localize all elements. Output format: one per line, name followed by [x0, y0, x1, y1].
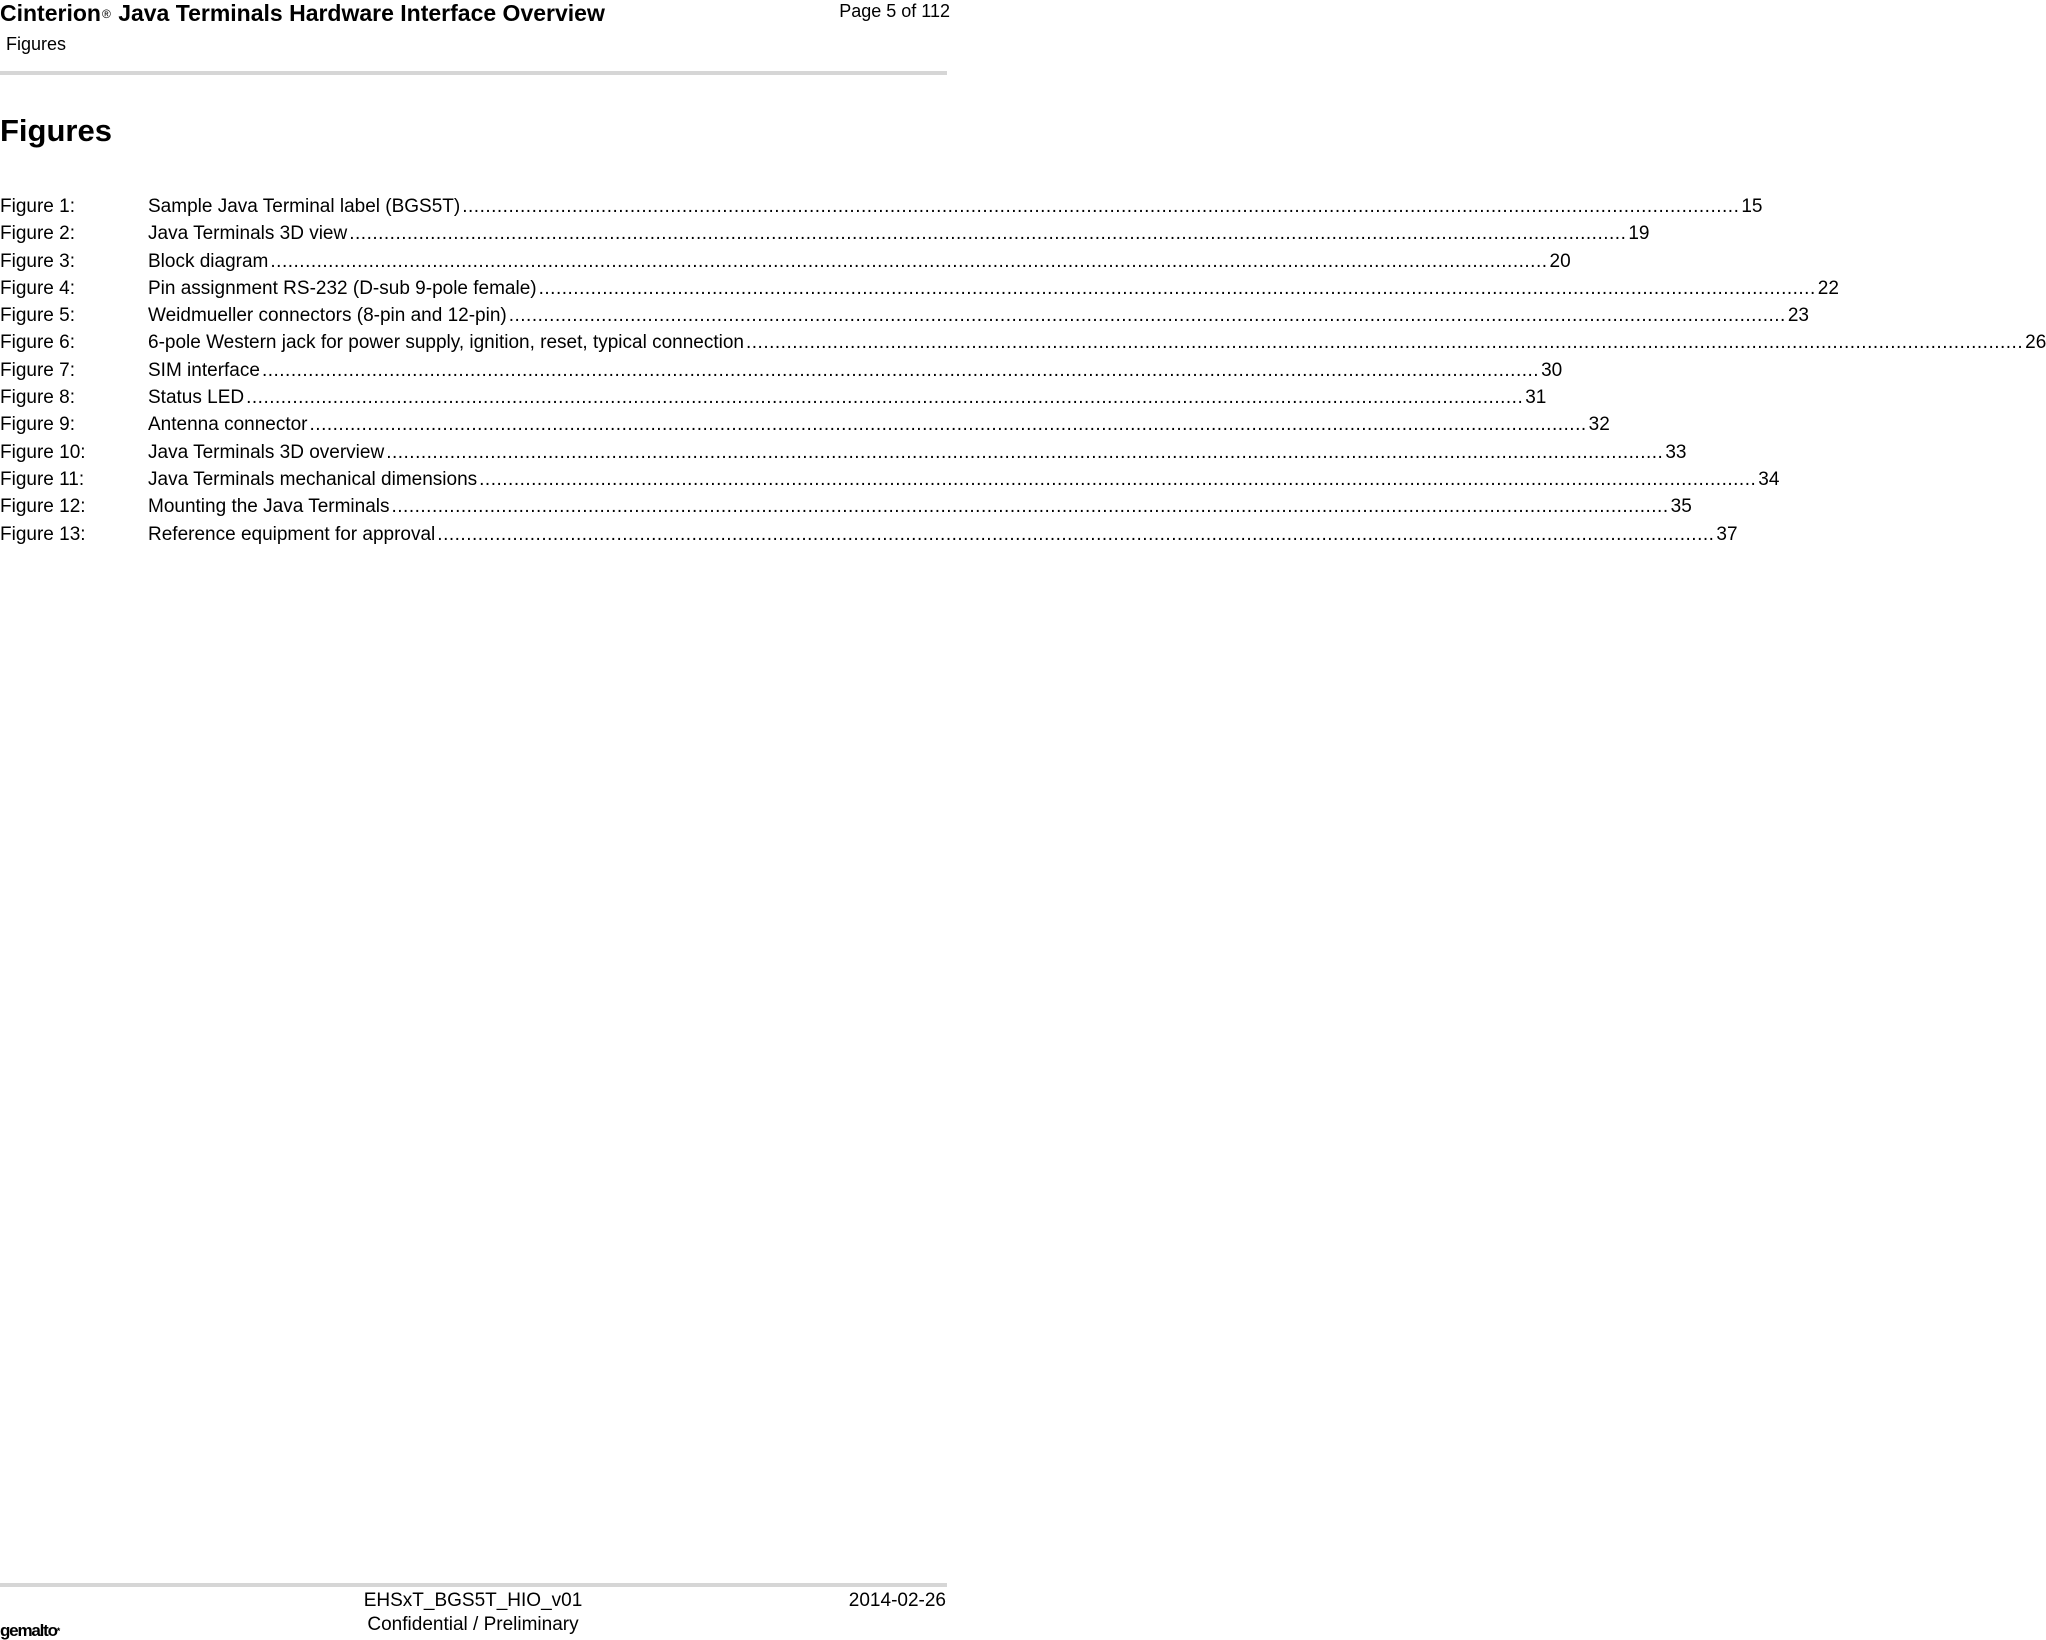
- figure-page-number: 33: [1665, 441, 1687, 463]
- figure-number: Figure 10:: [0, 441, 86, 463]
- header-divider: [0, 71, 947, 75]
- document-title-text: Java Terminals Hardware Interface Overview: [118, 0, 605, 26]
- footer: [0, 1589, 951, 1640]
- figure-page-number: 15: [1741, 196, 1763, 217]
- figure-entry[interactable]: [0, 521, 1738, 548]
- page-heading: Figures: [0, 113, 112, 148]
- figure-entry[interactable]: [0, 411, 1610, 438]
- registered-mark: ®: [101, 7, 111, 21]
- dot-leader: [392, 493, 1669, 520]
- figure-entry[interactable]: [0, 193, 1763, 220]
- figure-number: Figure 8:: [0, 387, 75, 409]
- figure-page-number: 32: [1588, 414, 1610, 436]
- figure-entry[interactable]: [0, 466, 1780, 493]
- figure-number: Figure 12:: [0, 496, 86, 518]
- figure-page-number: 34: [1758, 468, 1780, 490]
- figure-title: Pin assignment RS-232 (D-sub 9-pole female): [148, 277, 537, 299]
- figure-title: Reference equipment for approval: [148, 523, 436, 545]
- document-title: [0, 0, 605, 26]
- section-name: Figures: [6, 34, 67, 54]
- figure-title: Antenna connector: [148, 414, 308, 436]
- figure-number: Figure 3:: [0, 250, 75, 272]
- dot-leader: [437, 521, 1714, 548]
- dot-leader: [539, 275, 1816, 302]
- figure-page-number: 22: [1817, 277, 1839, 299]
- figure-number: Figure 7:: [0, 359, 75, 381]
- figure-entry[interactable]: [0, 329, 2046, 356]
- figure-number: Figure 1:: [0, 196, 75, 217]
- page-number: Page 5 of 112: [839, 1, 950, 21]
- figure-entry[interactable]: [0, 220, 1650, 247]
- figure-page-number: 31: [1525, 387, 1547, 409]
- figure-entry[interactable]: [0, 275, 1839, 302]
- figure-title: Mounting the Java Terminals: [148, 496, 390, 518]
- figure-title: Java Terminals 3D view: [148, 223, 348, 245]
- logo-text: gemalto: [0, 1621, 57, 1640]
- figure-entry[interactable]: [0, 384, 1547, 411]
- figure-title: Status LED: [148, 387, 245, 409]
- figure-number: Figure 6:: [0, 332, 75, 354]
- confidentiality-label: Confidential / Preliminary: [367, 1614, 579, 1635]
- figure-number: Figure 9:: [0, 414, 75, 436]
- figure-title: Block diagram: [148, 250, 269, 272]
- figure-page-number: 19: [1628, 223, 1650, 245]
- figure-number: Figure 4:: [0, 277, 75, 299]
- figure-number: Figure 11:: [0, 468, 85, 490]
- dot-leader: [386, 439, 1663, 466]
- dot-leader: [349, 220, 1626, 247]
- figure-title: SIM interface: [148, 359, 260, 381]
- figure-title: Java Terminals mechanical dimensions: [148, 468, 478, 490]
- figure-entry[interactable]: [0, 357, 1563, 384]
- figure-page-number: 23: [1787, 305, 1809, 327]
- figure-page-number: 35: [1670, 496, 1692, 518]
- dot-leader: [246, 384, 1523, 411]
- dot-leader: [462, 193, 1739, 220]
- figure-title: 6-pole Western jack for power supply, ignition, reset, typical connection: [148, 332, 744, 354]
- brand-name: Cinterion: [0, 0, 101, 26]
- dot-leader: [479, 466, 1756, 493]
- footer-divider: [0, 1583, 947, 1587]
- figure-page-number: 26: [2025, 332, 2046, 354]
- figure-page-number: 20: [1549, 250, 1571, 272]
- figure-page-number: 37: [1716, 523, 1738, 545]
- figure-page-number: 30: [1541, 359, 1563, 381]
- list-of-figures: [0, 193, 2046, 548]
- dot-leader: [310, 411, 1587, 438]
- figure-title: Weidmueller connectors (8-pin and 12-pin): [148, 305, 507, 327]
- document-date: 2014-02-26: [848, 1590, 946, 1611]
- dot-leader: [262, 357, 1539, 384]
- figure-title: Sample Java Terminal label (BGS5T): [148, 196, 461, 217]
- dot-leader: [270, 248, 1547, 275]
- figure-number: Figure 2:: [0, 223, 75, 245]
- figure-entry[interactable]: [0, 302, 1809, 329]
- document-id: EHSxT_BGS5T_HIO_v01: [363, 1590, 583, 1611]
- figure-number: Figure 13:: [0, 523, 86, 545]
- dot-leader: [509, 302, 1786, 329]
- figure-number: Figure 5:: [0, 305, 75, 327]
- figure-entry[interactable]: [0, 248, 1571, 275]
- logo-mark: *: [56, 1626, 61, 1636]
- figure-entry[interactable]: [0, 439, 1687, 466]
- dot-leader: [746, 329, 2023, 356]
- figure-entry[interactable]: [0, 493, 1692, 520]
- figure-title: Java Terminals 3D overview: [148, 441, 385, 463]
